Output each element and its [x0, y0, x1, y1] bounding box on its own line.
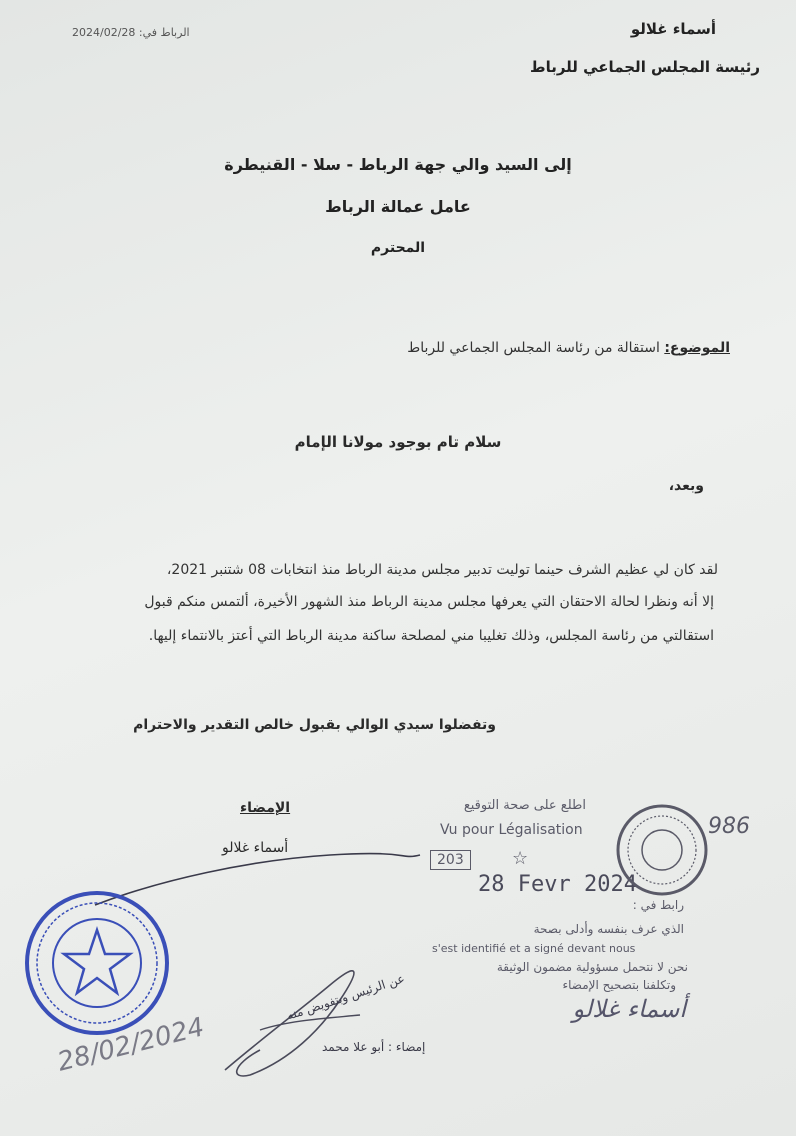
- opening: وبعد،: [668, 478, 704, 494]
- subject-label: الموضوع:: [664, 340, 730, 356]
- closing: وتفضلوا سيدي الوالي بقبول خالص التقدير والاحترام: [133, 717, 496, 733]
- subject-text: استقالة من رئاسة المجلس الجماعي للرباط: [407, 340, 660, 356]
- author-name: أسماء غلالو: [630, 20, 716, 38]
- handwritten-date: 28/02/2024: [54, 1012, 208, 1078]
- handwritten-name: أسماء غلالو: [572, 995, 686, 1023]
- legalization-line7: وتكلفنا بتصحيح الإمضاء: [562, 978, 676, 992]
- legalization-line4: الذي عرف بنفسه وأدلى بصحة: [533, 922, 684, 936]
- endorsement-line1: عن الرئيس وبتفويض منه: [284, 971, 407, 1023]
- legalization-line3: رابط في :: [632, 898, 684, 912]
- blue-seal-stamp: [22, 888, 172, 1038]
- legalization-line6: نحن لا نتحمل مسؤولية مضمون الوثيقة: [496, 960, 688, 974]
- signature-label: الإمضاء: [240, 800, 291, 816]
- recipient-line1: إلى السيد والي جهة الرباط - سلا - القنيطرة: [224, 155, 572, 174]
- endorsement-line2: إمضاء : أبو علا محمد: [322, 1040, 426, 1054]
- legalization-date: 28 Fevr 2024: [478, 872, 637, 897]
- legalization-line2: Vu pour Légalisation: [440, 822, 583, 838]
- recipient-line3: المحترم: [370, 240, 426, 256]
- star-mark: ☆: [512, 848, 529, 869]
- salutation: سلام تام بوجود مولانا الإمام: [294, 433, 502, 451]
- body-line-3: استقالتي من رئاسة المجلس، وذلك تغليبا مني لمصلحة ساكنة مدينة الرباط التي أعتز بالانتماء إليها.: [148, 628, 714, 644]
- signature-name: أسماء غلالو: [222, 840, 289, 856]
- recipient-line2: عامل عمالة الرباط: [325, 197, 471, 216]
- author-title: رئيسة المجلس الجماعي للرباط: [529, 58, 760, 76]
- legalization-line5: s'est identifié et a signé devant nous: [432, 942, 636, 955]
- gray-seal-stamp: [612, 800, 712, 900]
- place-date: الرباط في: 2024/02/28: [72, 26, 190, 39]
- body-line-2: إلا أنه ونظرا لحالة الاحتقان التي يعرفها مجلس مدينة الرباط منذ الشهور الأخيرة، ألتمس منكم قبول: [144, 594, 714, 610]
- margin-note: 986: [708, 814, 750, 839]
- body-line-1: لقد كان لي عظيم الشرف حينما توليت تدبير مجلس مدينة الرباط منذ انتخابات 08 شتنبر 2021،: [166, 562, 718, 578]
- legalization-number: 203: [430, 850, 471, 870]
- legalization-line1: اطلع على صحة التوقيع: [463, 798, 586, 813]
